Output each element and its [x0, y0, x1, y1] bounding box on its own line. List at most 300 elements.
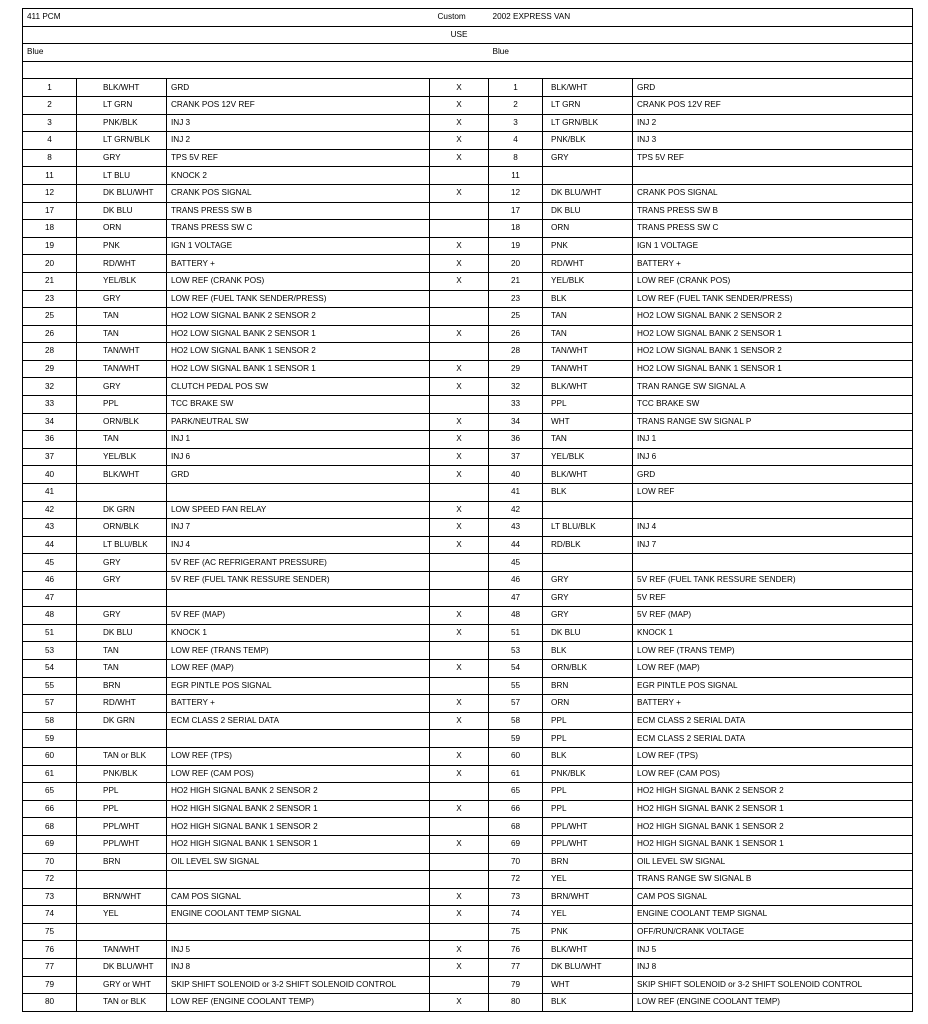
left-function: KNOCK 1: [167, 624, 430, 642]
left-wire-color: PPL: [77, 800, 167, 818]
use-row-left-blank: [23, 26, 430, 44]
right-pin-number: 40: [489, 466, 543, 484]
use-row-right-blank: [489, 26, 913, 44]
right-function: LOW REF: [633, 484, 913, 502]
right-wire-color: WHT: [543, 976, 633, 994]
use-mark: X: [430, 466, 489, 484]
right-function: INJ 5: [633, 941, 913, 959]
right-wire-color: YEL: [543, 871, 633, 889]
right-function: HO2 LOW SIGNAL BANK 2 SENSOR 1: [633, 325, 913, 343]
right-pin-number: 48: [489, 607, 543, 625]
right-title: 2002 EXPRESS VAN: [489, 9, 913, 27]
left-pin-number: 11: [23, 167, 77, 185]
left-function: HO2 HIGH SIGNAL BANK 1 SENSOR 1: [167, 835, 430, 853]
use-mark: X: [430, 959, 489, 977]
left-wire-color: PPL: [77, 396, 167, 414]
right-wire-color: YEL: [543, 906, 633, 924]
right-wire-color: RD/WHT: [543, 255, 633, 273]
left-wire-color: DK GRN: [77, 501, 167, 519]
table-row: [23, 536, 913, 554]
use-mark: [430, 167, 489, 185]
use-mark: [430, 642, 489, 660]
use-mark: X: [430, 431, 489, 449]
use-mark: [430, 730, 489, 748]
left-function: [167, 923, 430, 941]
right-pin-number: 43: [489, 519, 543, 537]
use-mark: [430, 554, 489, 572]
table-row: [23, 220, 913, 238]
right-function: BATTERY +: [633, 255, 913, 273]
left-pin-number: 80: [23, 994, 77, 1012]
left-wire-color: PNK/BLK: [77, 765, 167, 783]
right-wire-color: LT GRN/BLK: [543, 114, 633, 132]
table-row: [23, 871, 913, 889]
right-wire-color: TAN/WHT: [543, 343, 633, 361]
right-wire-color: GRY: [543, 607, 633, 625]
right-pin-number: 23: [489, 290, 543, 308]
right-pin-number: 41: [489, 484, 543, 502]
right-function: CRANK POS 12V REF: [633, 96, 913, 114]
use-mark: X: [430, 536, 489, 554]
right-wire-color: PNK: [543, 923, 633, 941]
use-mark: X: [430, 255, 489, 273]
pinout-sheet: [22, 8, 912, 1012]
right-wire-color: DK BLU: [543, 624, 633, 642]
left-function: [167, 730, 430, 748]
use-mark: [430, 220, 489, 238]
left-wire-color: DK BLU/WHT: [77, 184, 167, 202]
use-mark: X: [430, 272, 489, 290]
right-pin-number: 46: [489, 572, 543, 590]
right-pin-number: 29: [489, 360, 543, 378]
right-pin-number: 26: [489, 325, 543, 343]
table-row: [23, 765, 913, 783]
use-mark: X: [430, 941, 489, 959]
table-row: [23, 484, 913, 502]
left-function: HO2 HIGH SIGNAL BANK 1 SENSOR 2: [167, 818, 430, 836]
right-function: EGR PINTLE POS SIGNAL: [633, 677, 913, 695]
use-mark: X: [430, 149, 489, 167]
right-pin-number: 1: [489, 79, 543, 97]
right-pin-number: 65: [489, 783, 543, 801]
use-mark: [430, 589, 489, 607]
right-function: TRAN RANGE SW SIGNAL A: [633, 378, 913, 396]
left-function: PARK/NEUTRAL SW: [167, 413, 430, 431]
right-pin-number: 42: [489, 501, 543, 519]
right-pin-number: 69: [489, 835, 543, 853]
use-mark: X: [430, 96, 489, 114]
table-row: [23, 659, 913, 677]
left-pin-number: 1: [23, 79, 77, 97]
table-row: [23, 607, 913, 625]
right-pin-number: 21: [489, 272, 543, 290]
right-function: INJ 8: [633, 959, 913, 977]
left-wire-color: BRN/WHT: [77, 888, 167, 906]
table-row: [23, 695, 913, 713]
left-wire-color: DK BLU: [77, 202, 167, 220]
use-mark: X: [430, 765, 489, 783]
right-function: LOW REF (ENGINE COOLANT TEMP): [633, 994, 913, 1012]
left-wire-color: BLK/WHT: [77, 466, 167, 484]
left-function: HO2 HIGH SIGNAL BANK 2 SENSOR 1: [167, 800, 430, 818]
left-wire-color: [77, 871, 167, 889]
right-pin-number: 76: [489, 941, 543, 959]
use-mark: X: [430, 237, 489, 255]
right-function: 5V REF (FUEL TANK RESSURE SENDER): [633, 572, 913, 590]
use-mark: [430, 783, 489, 801]
left-function: TPS 5V REF: [167, 149, 430, 167]
right-wire-color: DK BLU/WHT: [543, 184, 633, 202]
right-pin-number: 57: [489, 695, 543, 713]
right-wire-color: BLK/WHT: [543, 466, 633, 484]
left-pin-number: 59: [23, 730, 77, 748]
left-pin-number: 73: [23, 888, 77, 906]
left-color-label: Blue: [23, 44, 430, 62]
right-pin-number: 33: [489, 396, 543, 414]
left-function: LOW REF (CAM POS): [167, 765, 430, 783]
right-pin-number: 55: [489, 677, 543, 695]
left-pin-number: 79: [23, 976, 77, 994]
right-pin-number: 28: [489, 343, 543, 361]
use-mark: [430, 290, 489, 308]
right-function: HO2 HIGH SIGNAL BANK 2 SENSOR 1: [633, 800, 913, 818]
left-wire-color: LT BLU/BLK: [77, 536, 167, 554]
table-row: [23, 677, 913, 695]
right-function: SKIP SHIFT SOLENOID or 3-2 SHIFT SOLENOID CONTROL: [633, 976, 913, 994]
use-mark: X: [430, 184, 489, 202]
right-function: LOW REF (TPS): [633, 747, 913, 765]
left-function: BATTERY +: [167, 695, 430, 713]
table-row: [23, 79, 913, 97]
left-wire-color: TAN: [77, 308, 167, 326]
right-function: TCC BRAKE SW: [633, 396, 913, 414]
left-pin-number: 17: [23, 202, 77, 220]
right-wire-color: TAN: [543, 308, 633, 326]
left-wire-color: LT GRN/BLK: [77, 132, 167, 150]
table-row: [23, 114, 913, 132]
left-pin-number: 55: [23, 677, 77, 695]
use-label: USE: [430, 26, 489, 44]
left-pin-number: 44: [23, 536, 77, 554]
table-row: [23, 466, 913, 484]
left-function: INJ 7: [167, 519, 430, 537]
table-row: [23, 431, 913, 449]
left-function: TRANS PRESS SW C: [167, 220, 430, 238]
color-row: [23, 44, 913, 62]
right-function: LOW REF (FUEL TANK SENDER/PRESS): [633, 290, 913, 308]
right-pin-number: 47: [489, 589, 543, 607]
right-wire-color: PPL: [543, 783, 633, 801]
left-pin-number: 36: [23, 431, 77, 449]
use-mark: X: [430, 835, 489, 853]
use-mark: X: [430, 695, 489, 713]
right-function: INJ 4: [633, 519, 913, 537]
right-wire-color: TAN: [543, 431, 633, 449]
left-wire-color: TAN/WHT: [77, 343, 167, 361]
right-function: HO2 LOW SIGNAL BANK 2 SENSOR 2: [633, 308, 913, 326]
right-pin-number: 12: [489, 184, 543, 202]
left-function: INJ 3: [167, 114, 430, 132]
right-pin-number: 36: [489, 431, 543, 449]
left-wire-color: DK BLU/WHT: [77, 959, 167, 977]
left-pin-number: 68: [23, 818, 77, 836]
table-row: [23, 554, 913, 572]
right-function: ECM CLASS 2 SERIAL DATA: [633, 712, 913, 730]
left-pin-number: 77: [23, 959, 77, 977]
left-pin-number: 45: [23, 554, 77, 572]
right-pin-number: 32: [489, 378, 543, 396]
right-wire-color: PPL/WHT: [543, 818, 633, 836]
left-function: INJ 5: [167, 941, 430, 959]
right-wire-color: BRN: [543, 677, 633, 695]
left-wire-color: [77, 484, 167, 502]
use-mark: X: [430, 800, 489, 818]
left-function: INJ 1: [167, 431, 430, 449]
left-pin-number: 60: [23, 747, 77, 765]
right-wire-color: ORN: [543, 220, 633, 238]
table-row: [23, 501, 913, 519]
left-wire-color: PPL: [77, 783, 167, 801]
right-pin-number: 66: [489, 800, 543, 818]
right-pin-number: 77: [489, 959, 543, 977]
right-pin-number: 70: [489, 853, 543, 871]
right-function: TRANS RANGE SW SIGNAL P: [633, 413, 913, 431]
left-function: HO2 LOW SIGNAL BANK 1 SENSOR 2: [167, 343, 430, 361]
left-pin-number: 46: [23, 572, 77, 590]
right-function: TRANS PRESS SW B: [633, 202, 913, 220]
left-wire-color: YEL/BLK: [77, 448, 167, 466]
left-wire-color: TAN/WHT: [77, 941, 167, 959]
right-pin-number: 2: [489, 96, 543, 114]
right-wire-color: PNK/BLK: [543, 132, 633, 150]
left-pin-number: 58: [23, 712, 77, 730]
use-mark: X: [430, 325, 489, 343]
right-wire-color: RD/BLK: [543, 536, 633, 554]
use-mark: [430, 396, 489, 414]
left-pin-number: 25: [23, 308, 77, 326]
right-wire-color: LT BLU/BLK: [543, 519, 633, 537]
left-wire-color: GRY: [77, 378, 167, 396]
use-mark: X: [430, 519, 489, 537]
left-pin-number: 34: [23, 413, 77, 431]
right-pin-number: 19: [489, 237, 543, 255]
left-wire-color: BRN: [77, 677, 167, 695]
right-function: INJ 7: [633, 536, 913, 554]
left-function: SKIP SHIFT SOLENOID or 3-2 SHIFT SOLENOID CONTROL: [167, 976, 430, 994]
left-wire-color: GRY: [77, 149, 167, 167]
left-wire-color: GRY or WHT: [77, 976, 167, 994]
left-pin-number: 53: [23, 642, 77, 660]
right-pin-number: 74: [489, 906, 543, 924]
left-function: TCC BRAKE SW: [167, 396, 430, 414]
left-pin-number: 19: [23, 237, 77, 255]
left-function: KNOCK 2: [167, 167, 430, 185]
right-function: HO2 HIGH SIGNAL BANK 1 SENSOR 1: [633, 835, 913, 853]
table-row: [23, 237, 913, 255]
left-pin-number: 20: [23, 255, 77, 273]
left-function: [167, 484, 430, 502]
right-wire-color: BLK: [543, 290, 633, 308]
use-mark: X: [430, 607, 489, 625]
left-function: INJ 2: [167, 132, 430, 150]
right-function: ENGINE COOLANT TEMP SIGNAL: [633, 906, 913, 924]
right-wire-color: GRY: [543, 149, 633, 167]
spacer-cell: [23, 61, 913, 79]
left-pin-number: 69: [23, 835, 77, 853]
right-pin-number: 4: [489, 132, 543, 150]
use-mark: [430, 308, 489, 326]
right-function: HO2 HIGH SIGNAL BANK 1 SENSOR 2: [633, 818, 913, 836]
table-row: [23, 923, 913, 941]
left-function: OIL LEVEL SW SIGNAL: [167, 853, 430, 871]
right-pin-number: 37: [489, 448, 543, 466]
right-pin-number: 73: [489, 888, 543, 906]
right-function: CAM POS SIGNAL: [633, 888, 913, 906]
left-wire-color: RD/WHT: [77, 255, 167, 273]
use-mark: X: [430, 413, 489, 431]
use-mark: [430, 871, 489, 889]
left-pin-number: 2: [23, 96, 77, 114]
table-row: [23, 360, 913, 378]
left-function: INJ 4: [167, 536, 430, 554]
table-row: [23, 413, 913, 431]
table-row: [23, 519, 913, 537]
right-pin-number: 44: [489, 536, 543, 554]
left-wire-color: LT BLU: [77, 167, 167, 185]
right-function: INJ 2: [633, 114, 913, 132]
right-wire-color: TAN/WHT: [543, 360, 633, 378]
left-function: GRD: [167, 79, 430, 97]
use-mark: [430, 202, 489, 220]
left-pin-number: 18: [23, 220, 77, 238]
right-function: HO2 LOW SIGNAL BANK 1 SENSOR 1: [633, 360, 913, 378]
table-row: [23, 906, 913, 924]
use-mark: X: [430, 132, 489, 150]
right-function: LOW REF (CAM POS): [633, 765, 913, 783]
left-wire-color: TAN: [77, 325, 167, 343]
right-wire-color: BLK/WHT: [543, 79, 633, 97]
left-function: BATTERY +: [167, 255, 430, 273]
table-row: [23, 308, 913, 326]
left-function: IGN 1 VOLTAGE: [167, 237, 430, 255]
left-function: LOW REF (TRANS TEMP): [167, 642, 430, 660]
right-function: GRD: [633, 79, 913, 97]
right-function: BATTERY +: [633, 695, 913, 713]
use-mark: X: [430, 448, 489, 466]
title-row: [23, 9, 913, 27]
left-function: 5V REF (FUEL TANK RESSURE SENDER): [167, 572, 430, 590]
left-wire-color: YEL: [77, 906, 167, 924]
table-row: [23, 642, 913, 660]
middle-title: Custom: [430, 9, 489, 27]
left-wire-color: TAN or BLK: [77, 994, 167, 1012]
right-wire-color: ORN: [543, 695, 633, 713]
left-function: CRANK POS SIGNAL: [167, 184, 430, 202]
use-mark: X: [430, 994, 489, 1012]
right-wire-color: PNK: [543, 237, 633, 255]
right-function: CRANK POS SIGNAL: [633, 184, 913, 202]
right-wire-color: BLK/WHT: [543, 378, 633, 396]
left-title: 411 PCM: [23, 9, 430, 27]
right-wire-color: BLK: [543, 642, 633, 660]
right-wire-color: LT GRN: [543, 96, 633, 114]
left-pin-number: 43: [23, 519, 77, 537]
left-pin-number: 8: [23, 149, 77, 167]
left-pin-number: 51: [23, 624, 77, 642]
right-wire-color: BRN/WHT: [543, 888, 633, 906]
right-pin-number: 75: [489, 923, 543, 941]
left-wire-color: TAN or BLK: [77, 747, 167, 765]
right-function: LOW REF (TRANS TEMP): [633, 642, 913, 660]
left-wire-color: PNK/BLK: [77, 114, 167, 132]
left-wire-color: TAN/WHT: [77, 360, 167, 378]
table-row: [23, 290, 913, 308]
use-mark: [430, 572, 489, 590]
table-row: [23, 800, 913, 818]
table-row: [23, 572, 913, 590]
right-color-label: Blue: [489, 44, 913, 62]
right-wire-color: PPL/WHT: [543, 835, 633, 853]
right-pin-number: 45: [489, 554, 543, 572]
right-pin-number: 53: [489, 642, 543, 660]
left-function: CRANK POS 12V REF: [167, 96, 430, 114]
right-function: HO2 LOW SIGNAL BANK 1 SENSOR 2: [633, 343, 913, 361]
table-row: [23, 184, 913, 202]
left-wire-color: TAN: [77, 431, 167, 449]
right-function: [633, 554, 913, 572]
use-mark: [430, 853, 489, 871]
color-row-middle-blank: [430, 44, 489, 62]
left-function: 5V REF (AC REFRIGERANT PRESSURE): [167, 554, 430, 572]
left-wire-color: DK BLU: [77, 624, 167, 642]
right-wire-color: YEL/BLK: [543, 272, 633, 290]
right-function: INJ 1: [633, 431, 913, 449]
use-mark: X: [430, 114, 489, 132]
use-mark: X: [430, 378, 489, 396]
right-pin-number: 72: [489, 871, 543, 889]
left-wire-color: GRY: [77, 607, 167, 625]
left-wire-color: ORN/BLK: [77, 519, 167, 537]
use-mark: X: [430, 888, 489, 906]
right-pin-number: 8: [489, 149, 543, 167]
right-wire-color: GRY: [543, 572, 633, 590]
left-wire-color: ORN/BLK: [77, 413, 167, 431]
use-mark: X: [430, 659, 489, 677]
use-mark: [430, 818, 489, 836]
spacer-row: [23, 61, 913, 79]
use-row: [23, 26, 913, 44]
table-row: [23, 730, 913, 748]
right-pin-number: 80: [489, 994, 543, 1012]
right-function: [633, 167, 913, 185]
use-mark: X: [430, 360, 489, 378]
use-mark: X: [430, 79, 489, 97]
left-wire-color: ORN: [77, 220, 167, 238]
right-pin-number: 17: [489, 202, 543, 220]
table-row: [23, 853, 913, 871]
left-function: [167, 871, 430, 889]
right-wire-color: WHT: [543, 413, 633, 431]
right-pin-number: 11: [489, 167, 543, 185]
right-pin-number: 51: [489, 624, 543, 642]
use-mark: [430, 343, 489, 361]
left-wire-color: PNK: [77, 237, 167, 255]
left-function: TRANS PRESS SW B: [167, 202, 430, 220]
left-pin-number: 70: [23, 853, 77, 871]
right-wire-color: ORN/BLK: [543, 659, 633, 677]
left-pin-number: 61: [23, 765, 77, 783]
left-wire-color: [77, 923, 167, 941]
